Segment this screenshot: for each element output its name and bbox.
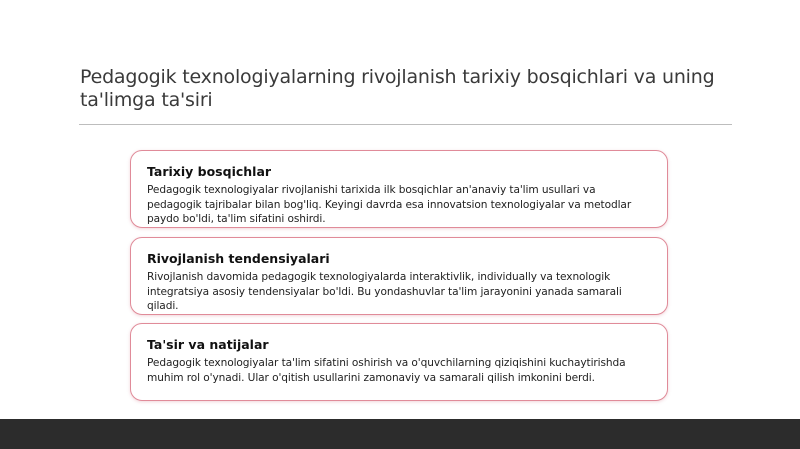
card-text: Rivojlanish davomida pedagogik texnologiyalarda interaktivlik, individually va texnologik integratsiya asosiy tendensiyalar bo'ldi. Bu yondashuvlar ta'lim jarayonini yanada samarali qiladi. [147,271,622,312]
card-heading: Ta'sir va natijalar [147,337,269,352]
card-development-trends [130,237,668,315]
card-heading: Rivojlanish tendensiyalari [147,251,330,266]
card-historical-stages [130,150,668,228]
bottom-bar [0,419,800,449]
slide-title: Pedagogik texnologiyalarning rivojlanish tarixiy bosqichlari va uning ta'limga ta'siri [80,66,715,111]
card-text: Pedagogik texnologiyalar rivojlanishi tarixida ilk bosqichlar an'anaviy ta'lim usullari va pedagogik tajribalar bilan bog'liq. Keyingi davrda esa innovatsion texnologiyalar va metodlar paydo bo'ldi, ta'lim sifatini oshirdi. [147,184,632,225]
card-text: Pedagogik texnologiyalar ta'lim sifatini oshirish va o'quvchilarning qiziqishini kuchaytirishda muhim rol o'ynadi. Ular o'qitish usullarini zamonaviy va samarali qilish imkonini berdi. [147,357,626,384]
card-impact-results [130,323,668,401]
title-divider [79,124,732,125]
card-heading: Tarixiy bosqichlar [147,164,272,179]
